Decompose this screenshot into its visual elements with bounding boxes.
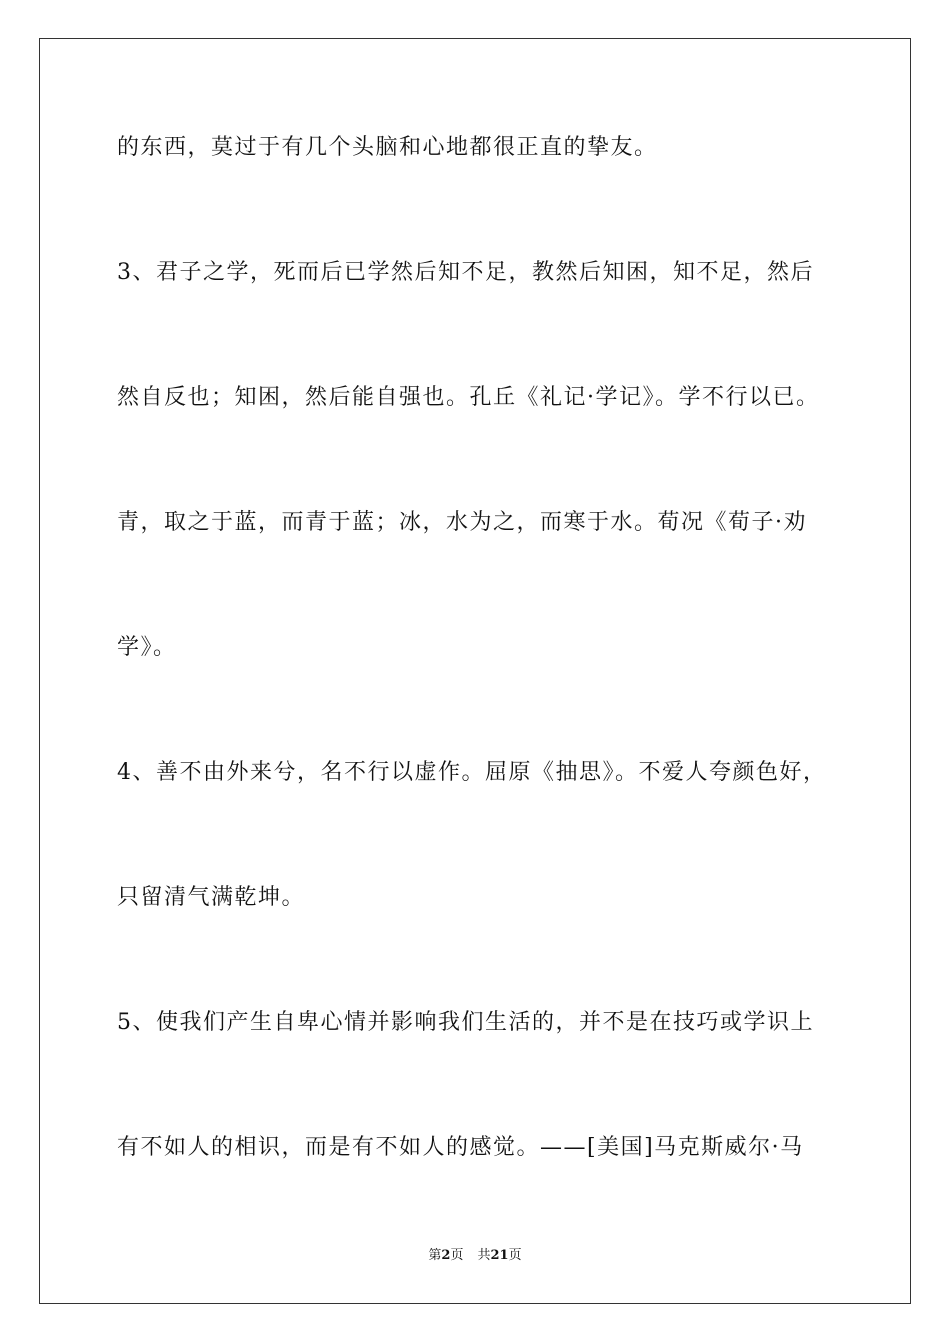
- text-line-3: 然自反也；知困，然后能自强也。孔丘《礼记·学记》。学不行以已。: [117, 385, 820, 410]
- page-footer: [0, 1246, 950, 1266]
- text-line-8: 5、使我们产生自卑心情并影响我们生活的，并不是在技巧或学识上: [117, 1010, 814, 1035]
- text-line-2: 3、君子之学，死而后已学然后知不足，教然后知困，知不足，然后: [117, 260, 814, 285]
- text-line-4: 青，取之于蓝，而青于蓝；冰，水为之，而寒于水。荀况《荀子·劝: [117, 510, 807, 535]
- text-line-9: 有不如人的相识，而是有不如人的感觉。——[美国]马克斯威尔·马: [117, 1135, 804, 1160]
- footer-page-prefix: 第: [428, 1248, 442, 1263]
- footer-page-number: 2: [441, 1248, 451, 1263]
- text-line-1: 的东西，莫过于有几个头脑和心地都很正直的挚友。: [117, 135, 658, 160]
- footer-total-prefix: 共: [477, 1248, 491, 1263]
- text-line-5: 学》。: [117, 635, 177, 660]
- footer-page-suffix: 页: [450, 1248, 464, 1263]
- footer-total-suffix: 页: [508, 1248, 522, 1263]
- page-border: [39, 38, 911, 1304]
- footer-total-pages: 21: [490, 1248, 509, 1263]
- text-line-7: 只留清气满乾坤。: [117, 885, 306, 910]
- text-line-6: 4、善不由外来兮，名不行以虚作。屈原《抽思》。不爱人夸颜色好，: [117, 760, 827, 785]
